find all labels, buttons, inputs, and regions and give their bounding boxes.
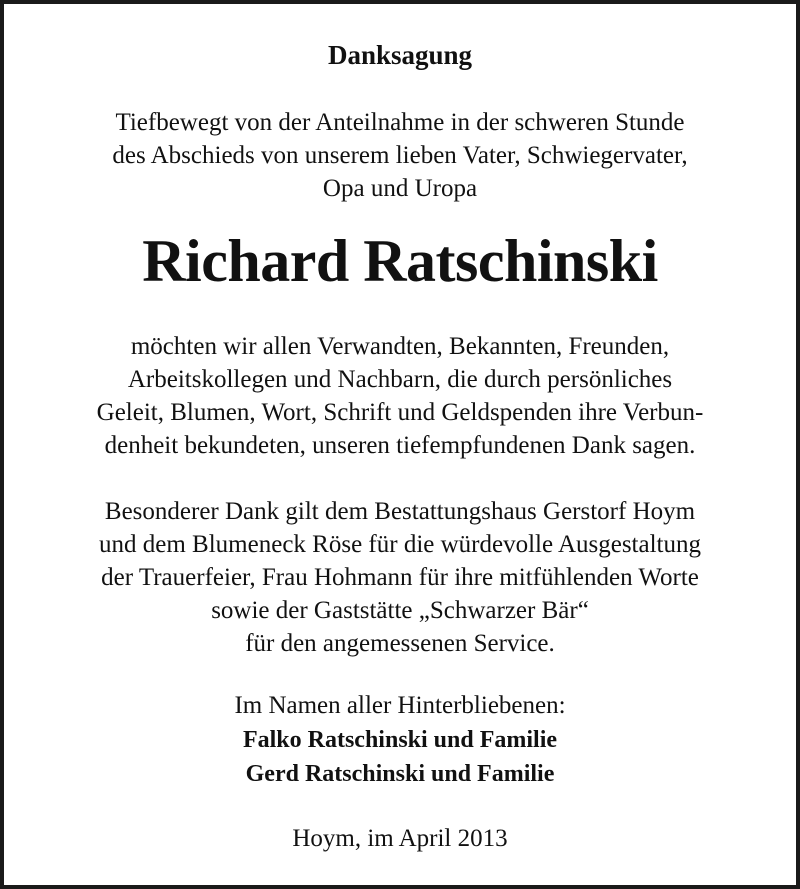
intro-line: Opa und Uropa — [322, 175, 478, 202]
intro-line: Tiefbewegt von der Anteilnahme in der schweren Stunde — [115, 109, 685, 136]
thanks-line: Arbeitskollegen und Nachbarn, die durch persönliches — [127, 366, 673, 393]
special-thanks-line: der Trauerfeier, Frau Hohmann für ihre mitfühlenden Worte — [101, 564, 699, 591]
deceased-name: Richard Ratschinski — [142, 228, 658, 294]
thanks-line: Geleit, Blumen, Wort, Schrift und Geldspenden ihre Verbun- — [96, 399, 704, 426]
special-thanks-line: für den angemessenen Service. — [245, 630, 555, 657]
special-thanks-line: sowie der Gaststätte „Schwarzer Bär“ — [211, 597, 589, 624]
special-thanks-line: Besonderer Dank gilt dem Bestattungshaus Gerstorf Hoym — [104, 498, 696, 525]
special-thanks-line: und dem Blumeneck Röse für die würdevolle Ausgestaltung — [99, 531, 701, 558]
on-behalf-label: Im Namen aller Hinterbliebenen: — [234, 692, 566, 719]
place-and-date: Hoym, im April 2013 — [292, 825, 508, 852]
intro-line: des Abschieds von unserem lieben Vater, Schwiegervater, — [112, 142, 688, 169]
thanks-line: denheit bekundeten, unseren tiefempfundenen Dank sagen. — [104, 432, 696, 459]
notice-title: Danksagung — [327, 40, 473, 70]
thanks-line: möchten wir allen Verwandten, Bekannten, Freunden, — [130, 333, 670, 360]
signer-name: Gerd Ratschinski und Familie — [245, 761, 555, 787]
signer-name: Falko Ratschinski und Familie — [242, 727, 558, 753]
